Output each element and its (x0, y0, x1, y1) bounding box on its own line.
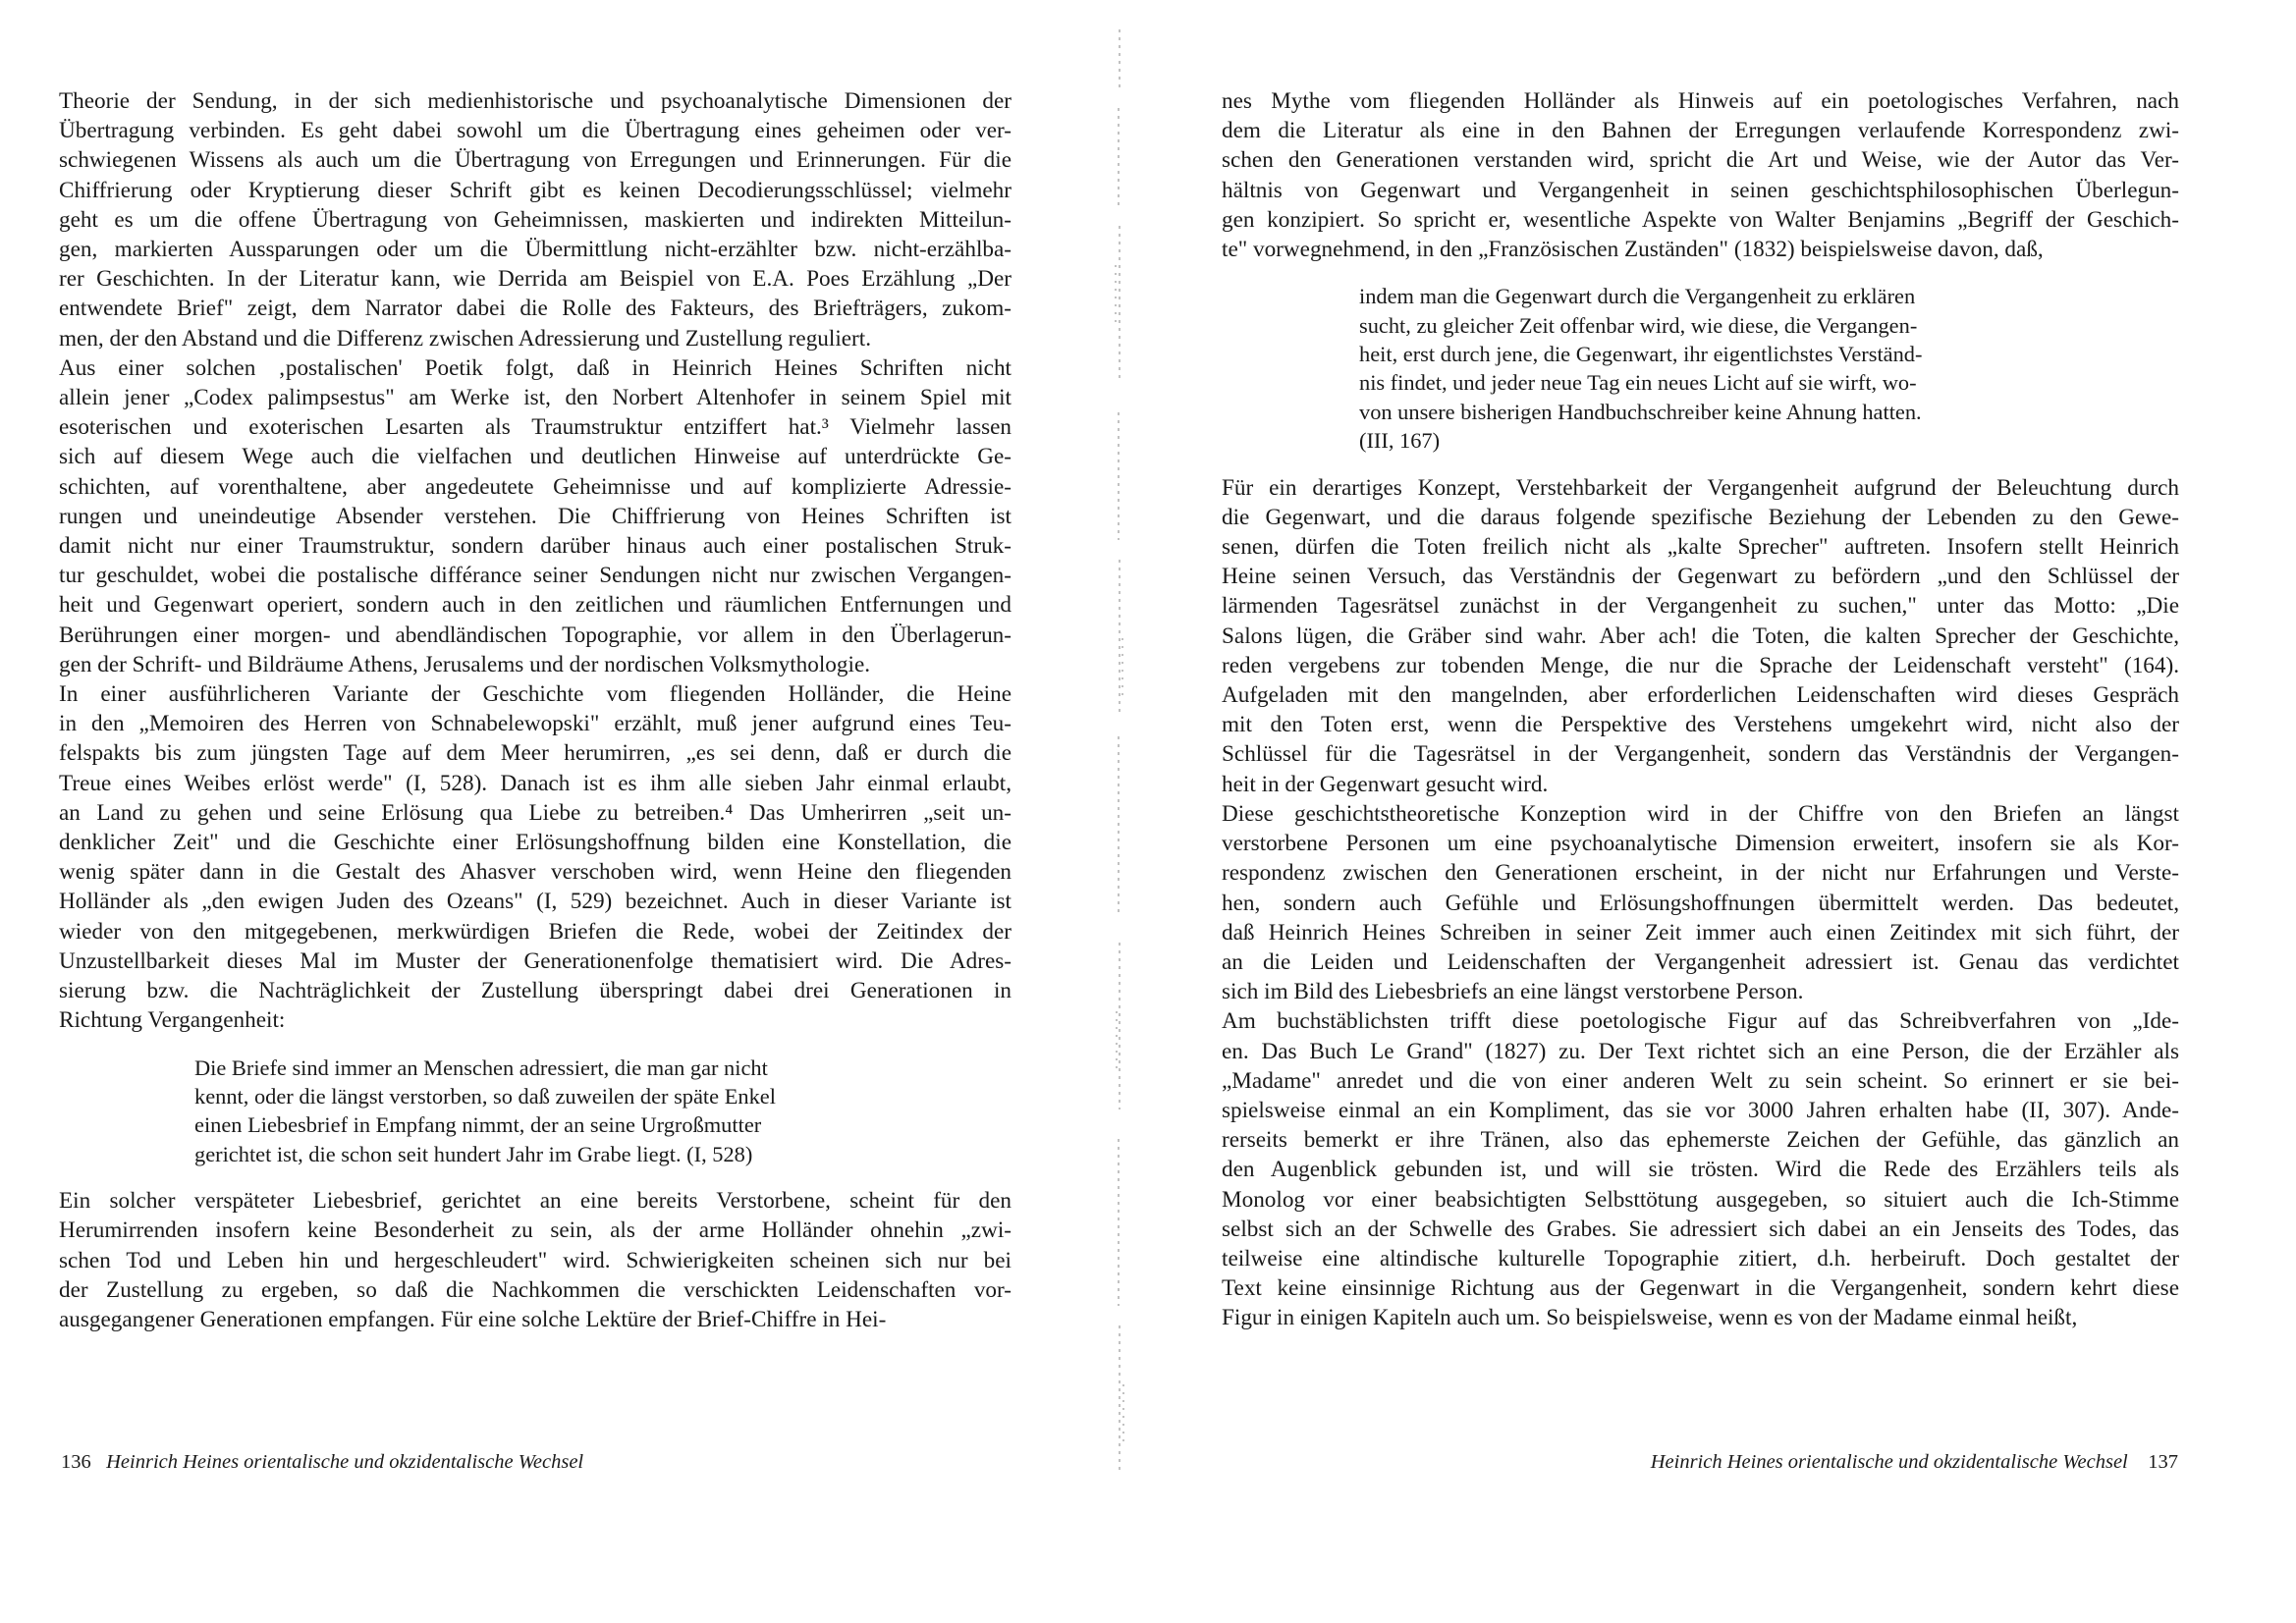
text-line: lärmenden Tagesrätsel zunächst in der Vergangenheit zu suchen," unter das Motto: „Die (1222, 593, 2179, 620)
text-line: Holländer als „den ewigen Juden des Ozeans" (I, 529) bezeichnet. Auch in dieser Variante ist (59, 889, 1011, 915)
text-line: nes Mythe vom fliegenden Holländer als Hinweis auf ein poetologisches Verfahren, nach (1222, 88, 2179, 114)
text-line: Berührungen einer morgen- und abendländischen Topographie, vor allem in den Überlagerun- (59, 622, 1011, 648)
left-page-footer (61, 1451, 583, 1474)
text-line: schwiegenen Wissens als auch um die Übertragung von Erregungen und Erinnerungen. Für die (59, 147, 1011, 174)
text-line: daß Heinrich Heines Schreiben in seiner Zeit immer auch einen Zeitindex mit sich führt, der (1222, 919, 2179, 946)
text-line: damit nicht nur einer Traumstruktur, sondern darüber hinaus auch einer postalischen Struk- (59, 533, 1011, 560)
text-line: mit den Toten erst, wenn die Perspektive des Verstehens umgekehrt wird, nicht also der (1222, 712, 2179, 738)
right-page-body (1222, 86, 2179, 1333)
text-line: denklicher Zeit" und die Geschichte einer Erlösungshoffnung bilden eine Konstellation, die (59, 830, 1011, 856)
text-line: rungen und uneindeutige Absender verstehen. Die Chiffrierung von Heines Schriften ist (59, 503, 1011, 529)
running-title: Heinrich Heines orientalische und okzidentalische Wechsel (1650, 1451, 2128, 1473)
text-line: Treue eines Weibes erlöst werde" (I, 528). Danach ist es ihm alle sieben Jahr einmal erlaubt, (59, 770, 1011, 796)
text-line: Richtung Vergangenheit: (59, 1007, 286, 1034)
text-line: verstorbene Personen um eine psychoanalytische Dimension erweitert, insofern sie als Kor- (1222, 831, 2179, 857)
text-line: von unsere bisherigen Handbuchschreiber keine Ahnung hatten. (1359, 399, 1922, 424)
text-line: Herumirrenden insofern keine Besonderheit zu sein, als der arme Holländer ohnehin „zwi- (59, 1217, 1011, 1244)
text-line: gen konzipiert. So spricht er, wesentliche Aspekte von Walter Benjamins „Begriff der Geschich- (1222, 206, 2179, 233)
text-line: reden vergebens zur tobenden Menge, die nur die Sprache der Leidenschaft versteht" (164). (1222, 652, 2179, 678)
text-line: kennt, oder die längst verstorben, so daß zuweilen der späte Enkel (194, 1083, 776, 1109)
text-line: geht es um die offene Übertragung von Geheimnissen, maskierten und indirekten Mitteilun- (59, 206, 1011, 233)
text-line: heit, erst durch jene, die Gegenwart, ihr eigentlichstes Verständ- (1359, 342, 1923, 367)
text-line: dem die Literatur als eine in den Bahnen der Erregungen verlaufende Korrespondenz zwi- (1222, 118, 2179, 144)
paragraph (1222, 86, 2179, 264)
text-line: (III, 167) (1359, 428, 1441, 454)
text-line: tur geschuldet, wobei die postalische différance seiner Sendungen nicht nur zwischen Vergangen- (59, 563, 1011, 589)
text-line: te" vorwegnehmend, in den „Französischen Zuständen" (1832) beispielsweise davon, daß, (1222, 237, 2044, 263)
book-gutter (1108, 29, 1131, 1483)
left-page-body (59, 86, 1011, 1334)
text-line: teilweise eine altindische kulturelle Topographie zitiert, d.h. herbeiruft. Doch gestaltet der (1222, 1245, 2179, 1271)
text-line: sierung bzw. die Nachträglichkeit der Zustellung überspringt dabei drei Generationen in (59, 978, 1011, 1004)
text-line: entwendete Brief" zeigt, dem Narrator dabei die Rolle des Fakteurs, des Briefträgers, zukom- (59, 296, 1011, 322)
text-line: Übertragung verbinden. Es geht dabei sowohl um die Übertragung eines geheimen oder ver- (59, 118, 1011, 144)
text-line: respondenz zwischen den Generationen erscheint, in der nicht nur Erfahrungen und Verste- (1222, 860, 2179, 887)
text-line: Für ein derartiges Konzept, Verstehbarkeit der Vergangenheit aufgrund der Beleuchtung durch (1222, 474, 2179, 501)
text-line: Unzustellbarkeit dieses Mal im Muster der Generationenfolge thematisiert wird. Die Adres- (59, 947, 1011, 974)
page-number: 136 (61, 1451, 91, 1473)
text-line: Theorie der Sendung, in der sich medienhistorische und psychoanalytische Dimensionen der (59, 88, 1011, 114)
paragraph (59, 679, 1011, 1035)
text-line: Salons lügen, die Gräber sind wahr. Aber ach! die Toten, die kalten Sprecher der Geschichte, (1222, 622, 2179, 649)
text-line: gerichtet ist, die schon seit hundert Jahr im Grabe liegt. (I, 528) (194, 1141, 753, 1166)
text-line: hen, sondern auch Gefühle und Erlösungshoffnungen übermittelt werden. Das bedeutet, (1222, 890, 2179, 916)
paragraph (59, 86, 1011, 353)
text-line: sucht, zu gleicher Zeit offenbar wird, wie diese, die Vergangen- (1359, 312, 1918, 338)
running-title: Heinrich Heines orientalische und okzidentalische Wechsel (106, 1451, 584, 1473)
text-line: die Gegenwart, und die daraus folgende spezifische Beziehung der Lebenden zu den Gewe- (1222, 504, 2179, 530)
text-line: den Augenblick gebunden ist, und will sie trösten. Wird die Rede des Erzählers teils als (1222, 1157, 2179, 1183)
text-line: Schlüssel für die Tagesrätsel in der Vergangenheit, sondern das Verständnis der Vergangen- (1222, 741, 2179, 768)
text-line: Figur in einigen Kapiteln auch um. So beispielsweise, wenn es von der Madame einmal heißt, (1222, 1305, 2078, 1331)
text-line: en. Das Buch Le Grand" (1827) zu. Der Text richtet sich an eine Person, die der Erzähler als (1222, 1038, 2179, 1064)
text-line: heit und Gegenwart operiert, sondern auch in den zeitlichen und räumlichen Entfernungen und (59, 592, 1011, 619)
text-line: gen, markierten Aussparungen oder um die Übermittlung nicht-erzählter bzw. nicht-erzählba- (59, 237, 1011, 263)
block-quote (194, 1054, 882, 1169)
text-line: nis findet, und jeder neue Tag ein neues Licht auf sie wirft, wo- (1359, 370, 1917, 396)
text-line: gen der Schrift- und Bildräume Athens, Jerusalems und der nordischen Volksmythologie. (59, 651, 871, 677)
text-line: men, der den Abstand und die Differenz zwischen Adressierung und Zustellung reguliert. (59, 325, 872, 352)
text-line: sich auf diesem Wege auch die vielfachen und deutlichen Hinweise auf unterdrückte Ge- (59, 444, 1011, 470)
paragraph (1222, 1006, 2179, 1332)
text-line: spielsweise einmal an ein Kompliment, das sie vor 3000 Jahren erhalten habe (II, 307). Ande- (1222, 1097, 2179, 1123)
block-quote (1359, 282, 2027, 455)
text-line: indem man die Gegenwart durch die Vergangenheit zu erklären (1359, 284, 1916, 309)
text-line: rer Geschichten. In der Literatur kann, wie Derrida am Beispiel von E.A. Poes Erzählung „Der (59, 266, 1011, 293)
paragraph (59, 353, 1011, 679)
text-line: Chiffrierung oder Kryptierung dieser Schrift gibt es keinen Decodierungsschlüssel; vielmehr (59, 177, 1011, 203)
text-line: selbst sich an der Schwelle des Grabes. Sie adressiert sich dabei an ein Jenseits des Todes, das (1222, 1216, 2179, 1242)
text-line: hältnis von Gegenwart und Vergangenheit in seinen geschichtsphilosophischen Überlegun- (1222, 177, 2179, 203)
text-line: Ein solcher verspäteter Liebesbrief, gerichtet an eine bereits Verstorbene, scheint für den (59, 1188, 1011, 1215)
text-line: senen, dürfen die Toten freilich nicht als „kalte Sprecher" auftreten. Insofern stellt Heinrich (1222, 534, 2179, 561)
text-line: felspakts bis zum jüngsten Tage auf dem Meer herumirren, „es sei denn, daß er durch die (59, 740, 1011, 767)
text-line: Monolog vor einer beabsichtigten Selbsttötung ausgegeben, so situiert auch die Ich-Stimme (1222, 1186, 2179, 1213)
text-line: Aus einer solchen ‚postalischen' Poetik folgt, daß in Heinrich Heines Schriften nicht (59, 354, 1011, 381)
text-line: an Land zu gehen und seine Erlösung qua Liebe zu betreiben.⁴ Das Umherirren „seit un- (59, 799, 1011, 826)
paragraph (59, 1186, 1011, 1334)
text-line: rerseits bemerkt er ihre Tränen, also das ephemerste Zeichen der Gefühle, das gänzlich an (1222, 1127, 2179, 1154)
text-line: der Zustellung zu ergeben, so daß die Nachkommen die verschickten Leidenschaften vor- (59, 1276, 1011, 1303)
text-line: ausgegangener Generationen empfangen. Für eine solche Lektüre der Brief-Chiffre in Hei- (59, 1306, 887, 1332)
text-line: allein jener „Codex palimpsestus" am Werke ist, den Norbert Altenhofer in seinem Spiel mit (59, 385, 1011, 411)
paragraph (1222, 799, 2179, 1006)
text-line: schichten, auf vorenthaltene, aber angedeutete Geheimnisse und auf komplizierte Adressie- (59, 473, 1011, 500)
text-line: in den „Memoiren des Herren von Schnabelewopski" erzählt, muß jener aufgrund eines Teu- (59, 711, 1011, 737)
text-line: wieder von den mitgegebenen, merkwürdigen Briefen die Rede, wobei der Zeitindex der (59, 918, 1011, 945)
paragraph (1222, 473, 2179, 799)
text-line: Heine seinen Versuch, das Verständnis der Gegenwart zu befördern „und den Schlüssel der (1222, 564, 2179, 590)
text-line: Am buchstäblichsten trifft diese poetologische Figur auf das Schreibverfahren von „Ide- (1222, 1008, 2179, 1035)
text-line: wenig später dann in die Gestalt des Ahasver verschoben wird, wenn Heine den fliegenden (59, 859, 1011, 886)
text-line: Diese geschichtstheoretische Konzeption wird in der Chiffre von den Briefen an längst (1222, 800, 2179, 827)
text-line: esoterischen und exoterischen Lesarten als Traumstruktur entziffert hat.³ Vielmehr lassen (59, 414, 1011, 441)
text-line: sich im Bild des Liebesbriefs an eine längst verstorbene Person. (1222, 979, 1804, 1005)
text-line: einen Liebesbrief in Empfang nimmt, der an seine Urgroßmutter (194, 1112, 762, 1138)
text-line: „Madame" anredet und die von einer anderen Welt zu sein scheint. So erinnert er sie bei- (1222, 1067, 2179, 1094)
text-line: Aufgeladen mit den mangelnden, aber erforderlichen Leidenschaften wird dieses Gespräch (1222, 682, 2179, 709)
text-line: heit in der Gegenwart gesucht wird. (1222, 771, 1549, 797)
text-line: Text keine einsinnige Richtung aus der Gegenwart in die Vergangenheit, sondern kehrt diese (1222, 1275, 2179, 1302)
text-line: schen den Generationen verstanden wird, spricht die Art und Weise, wie der Autor das Ver- (1222, 147, 2179, 174)
text-line: an die Leiden und Leidenschaften der Vergangenheit adressiert ist. Genau das verdichtet (1222, 948, 2179, 975)
text-line: In einer ausführlicheren Variante der Geschichte vom fliegenden Holländer, die Heine (59, 681, 1011, 708)
page-number: 137 (2148, 1451, 2178, 1473)
text-line: schen Tod und Leben hin und hergeschleudert" wird. Schwierigkeiten scheinen sich nur bei (59, 1247, 1011, 1273)
text-line: Die Briefe sind immer an Menschen adressiert, die man gar nicht (194, 1055, 768, 1080)
right-page-footer (1651, 1451, 2178, 1474)
